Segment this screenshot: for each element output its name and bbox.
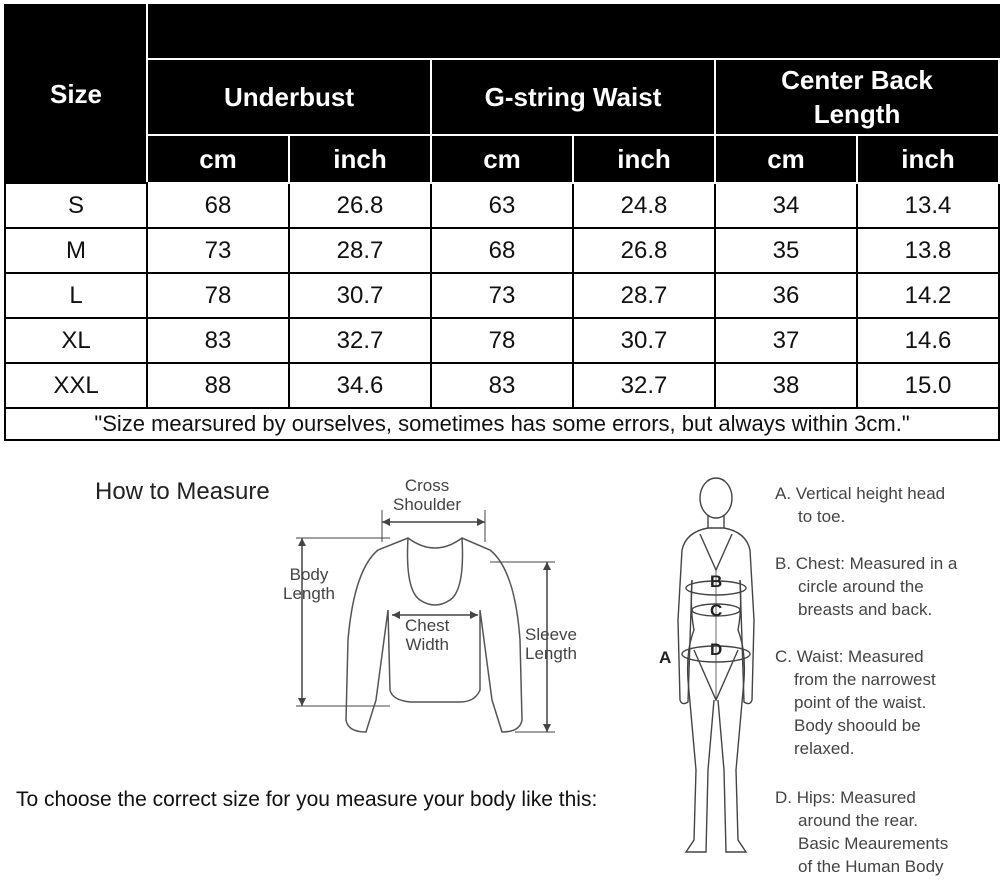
measurement-note: "Size mearsured by ourselves, sometimes has some errors, but always within 3cm." [5, 408, 999, 440]
table-cell: 63 [431, 183, 573, 228]
table-cell: 35 [715, 228, 857, 273]
unit-header: cm [147, 135, 289, 183]
table-cell: 37 [715, 318, 857, 363]
label-line: Length [283, 584, 335, 603]
table-cell: 14.6 [857, 318, 999, 363]
cross-shoulder-label [393, 476, 461, 514]
table-cell: 73 [431, 273, 573, 318]
unit-header: cm [431, 135, 573, 183]
size-cell: XL [5, 318, 147, 363]
table-cell: 24.8 [573, 183, 715, 228]
size-cell: S [5, 183, 147, 228]
measure-instruction: To choose the correct size for you measure your body like this: [16, 788, 598, 811]
table-cell: 26.8 [573, 228, 715, 273]
gstring-waist-header: G-string Waist [431, 59, 715, 135]
size-header: Size [5, 5, 147, 183]
legend-line: D. Hips: Measured [775, 788, 916, 807]
table-row [5, 228, 999, 273]
table-cell: 78 [431, 318, 573, 363]
size-cell: XXL [5, 363, 147, 408]
table-cell: 68 [147, 183, 289, 228]
center-back-length-header [715, 59, 999, 135]
table-row [5, 363, 999, 408]
legend-b [775, 552, 957, 621]
legend-c [775, 645, 936, 760]
table-cell: 26.8 [289, 183, 431, 228]
table-cell: 34 [715, 183, 857, 228]
label-line: Sleeve [525, 625, 577, 644]
legend-line: point of the waist. [794, 693, 927, 712]
legend-line: breasts and back. [798, 600, 933, 619]
table-cell: 15.0 [857, 363, 999, 408]
unit-header: inch [857, 135, 999, 183]
table-cell: 36 [715, 273, 857, 318]
chest-width-label [405, 616, 449, 654]
table-cell: 38 [715, 363, 857, 408]
table-cell: 30.7 [573, 318, 715, 363]
legend-line: circle around the [798, 577, 924, 596]
legend-line: around the rear. [798, 811, 919, 830]
label-line: Shoulder [393, 495, 462, 514]
label-line: Body [289, 565, 329, 584]
legend-line: relaxed. [794, 739, 855, 758]
table-row [5, 318, 999, 363]
center-back-length-label: Center Back Length [781, 65, 933, 129]
legend-d [775, 786, 948, 878]
legend-line: Basic Meaurements [798, 834, 949, 853]
unit-header: cm [715, 135, 857, 183]
table-cell: 13.8 [857, 228, 999, 273]
label-line: Length [525, 644, 577, 663]
table-row [5, 183, 999, 228]
table-cell: 73 [147, 228, 289, 273]
size-cell: L [5, 273, 147, 318]
table-cell: 83 [147, 318, 289, 363]
table-cell: 32.7 [289, 318, 431, 363]
unit-header: inch [289, 135, 431, 183]
marker-c: C [710, 601, 723, 620]
table-cell: 78 [147, 273, 289, 318]
table-cell: 68 [431, 228, 573, 273]
how-to-measure-title: How to Measure [95, 478, 270, 505]
underbust-header: Underbust [147, 59, 431, 135]
table-cell: 83 [431, 363, 573, 408]
legend-line: C. Waist: Measured [775, 647, 924, 666]
size-chart-table [4, 4, 1000, 441]
table-cell: 88 [147, 363, 289, 408]
legend-line: from the narrowest [794, 670, 936, 689]
table-cell: 34.6 [289, 363, 431, 408]
legend-line: B. Chest: Measured in a [775, 554, 958, 573]
legend-line: to toe. [798, 507, 846, 526]
label-line: Width [405, 635, 449, 654]
table-cell: 13.4 [857, 183, 999, 228]
label-line: Chest [405, 616, 450, 635]
legend-a [775, 482, 945, 528]
sleeve-length-label [525, 625, 577, 663]
marker-b: B [710, 572, 723, 591]
legend-line: A. Vertical height head [775, 484, 946, 503]
header-blank-band [147, 5, 999, 59]
label-line: Cross [404, 476, 450, 495]
table-cell: 28.7 [289, 228, 431, 273]
legend-line: of the Human Body [798, 857, 944, 876]
table-cell: 28.7 [573, 273, 715, 318]
legend-line: Body shoould be [794, 716, 921, 735]
body-length-label [283, 565, 335, 603]
size-cell: M [5, 228, 147, 273]
table-cell: 30.7 [289, 273, 431, 318]
marker-d: D [710, 640, 723, 659]
table-cell: 32.7 [573, 363, 715, 408]
marker-a: A [659, 648, 672, 667]
unit-header: inch [573, 135, 715, 183]
table-row [5, 273, 999, 318]
table-cell: 14.2 [857, 273, 999, 318]
body-figure-illustration [650, 470, 770, 870]
